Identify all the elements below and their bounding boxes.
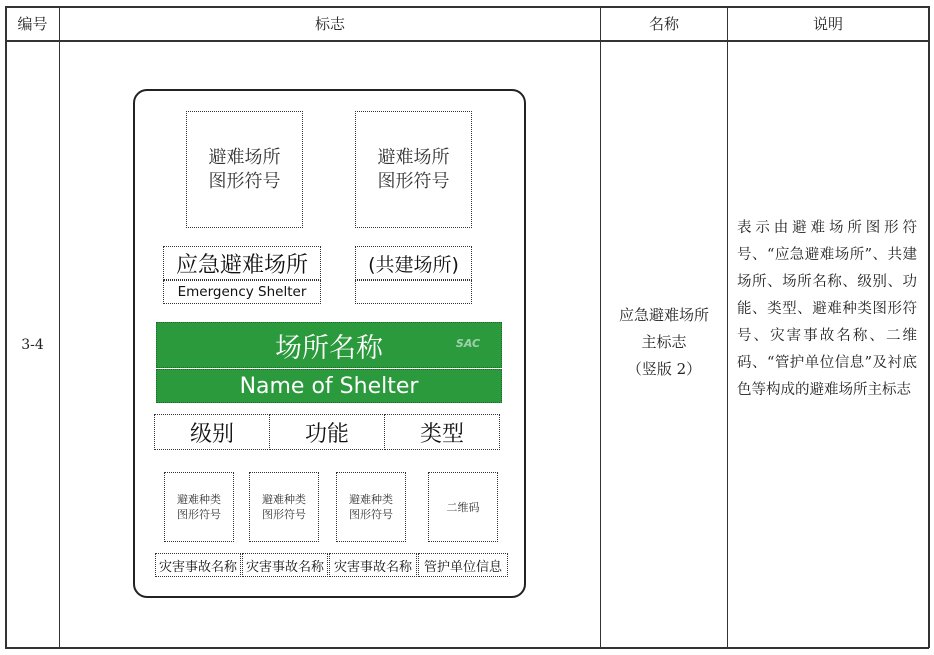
place-name-cn: 场所名称: [275, 332, 383, 364]
disaster-symbol-box-2-line-2: 图形符号: [262, 508, 306, 521]
disaster-name-box-3: [329, 553, 417, 577]
shelter-symbol-box-2: [355, 111, 472, 228]
disaster-symbol-box-3-line-1: 避难种类: [349, 493, 393, 506]
place-name-cn-band: [156, 322, 502, 368]
table-bottom-border: [5, 647, 929, 649]
type-box: [384, 414, 500, 450]
disaster-symbol-box-1-line-2: 图形符号: [177, 508, 221, 521]
disaster-name-3: 灾害事故名称: [333, 559, 412, 575]
row-name-line-3: （竖版 2）: [626, 360, 702, 378]
header-description: 说明: [812, 14, 843, 33]
disaster-name-box-2: [242, 553, 328, 577]
co-built-text: (共建场所): [368, 253, 459, 276]
disaster-name-2: 灾害事故名称: [245, 559, 324, 575]
shelter-symbol-box-1-line-2: 图形符号: [208, 170, 281, 192]
row-name-line-1: 应急避难场所: [618, 306, 709, 324]
row-name-line-2: 主标志: [641, 333, 687, 351]
function-box: [269, 414, 385, 450]
disaster-symbol-box-3-line-2: 图形符号: [349, 508, 393, 521]
qr-code-box: [428, 472, 498, 542]
table-left-border: [5, 6, 7, 648]
table-right-border: [928, 6, 930, 648]
row-number: 3-4: [21, 337, 44, 353]
place-name-en-band: [156, 369, 502, 403]
row-description: 表示由避难场所图形符号、“应急避难场所”、共建场所、场所名称、级别、功能、类型、避难种类图形符号、灾害事故名称、二维码、“管护单位信息”及衬底色等构成的避难场所主标志: [737, 220, 917, 398]
disaster-symbol-box-2-line-1: 避难种类: [262, 493, 306, 506]
co-built-box: [355, 246, 472, 280]
type-text: 类型: [419, 421, 464, 447]
disaster-name-box-1: [155, 553, 241, 577]
disaster-symbol-box-1-line-1: 避难种类: [177, 493, 221, 506]
management-info: 管护单位信息: [423, 559, 502, 575]
shelter-symbol-box-2-line-2: 图形符号: [377, 170, 450, 192]
shelter-symbol-box-1-line-1: 避难场所: [208, 146, 281, 168]
disaster-symbol-box-2: [249, 472, 319, 542]
disaster-symbol-box-1: [164, 472, 234, 542]
level-text: 级别: [189, 421, 234, 447]
title-en: Emergency Shelter: [177, 284, 307, 300]
header-sign: 标志: [314, 14, 345, 33]
shelter-symbol-box-2-line-1: 避难场所: [377, 146, 450, 168]
title-cn-box: [163, 246, 321, 280]
co-built-sub-box: [355, 280, 472, 304]
header-number: 编号: [17, 14, 48, 33]
header-bottom-border: [5, 40, 929, 42]
place-name-en: Name of Shelter: [239, 373, 419, 399]
management-info-box: [418, 553, 508, 577]
shelter-symbol-box-1: [186, 111, 303, 228]
header-name: 名称: [648, 14, 679, 33]
qr-code-label: 二维码: [446, 500, 480, 514]
level-box: [154, 414, 270, 450]
title-en-box: [163, 280, 321, 304]
disaster-name-1: 灾害事故名称: [158, 559, 237, 575]
function-text: 功能: [304, 421, 349, 447]
col-divider-3: [727, 6, 728, 648]
row-name: [601, 302, 727, 383]
col-divider-1: [59, 6, 60, 648]
disaster-symbol-box-3: [336, 472, 406, 542]
title-cn: 应急避难场所: [175, 252, 308, 278]
watermark-logo: SAC: [455, 336, 481, 350]
